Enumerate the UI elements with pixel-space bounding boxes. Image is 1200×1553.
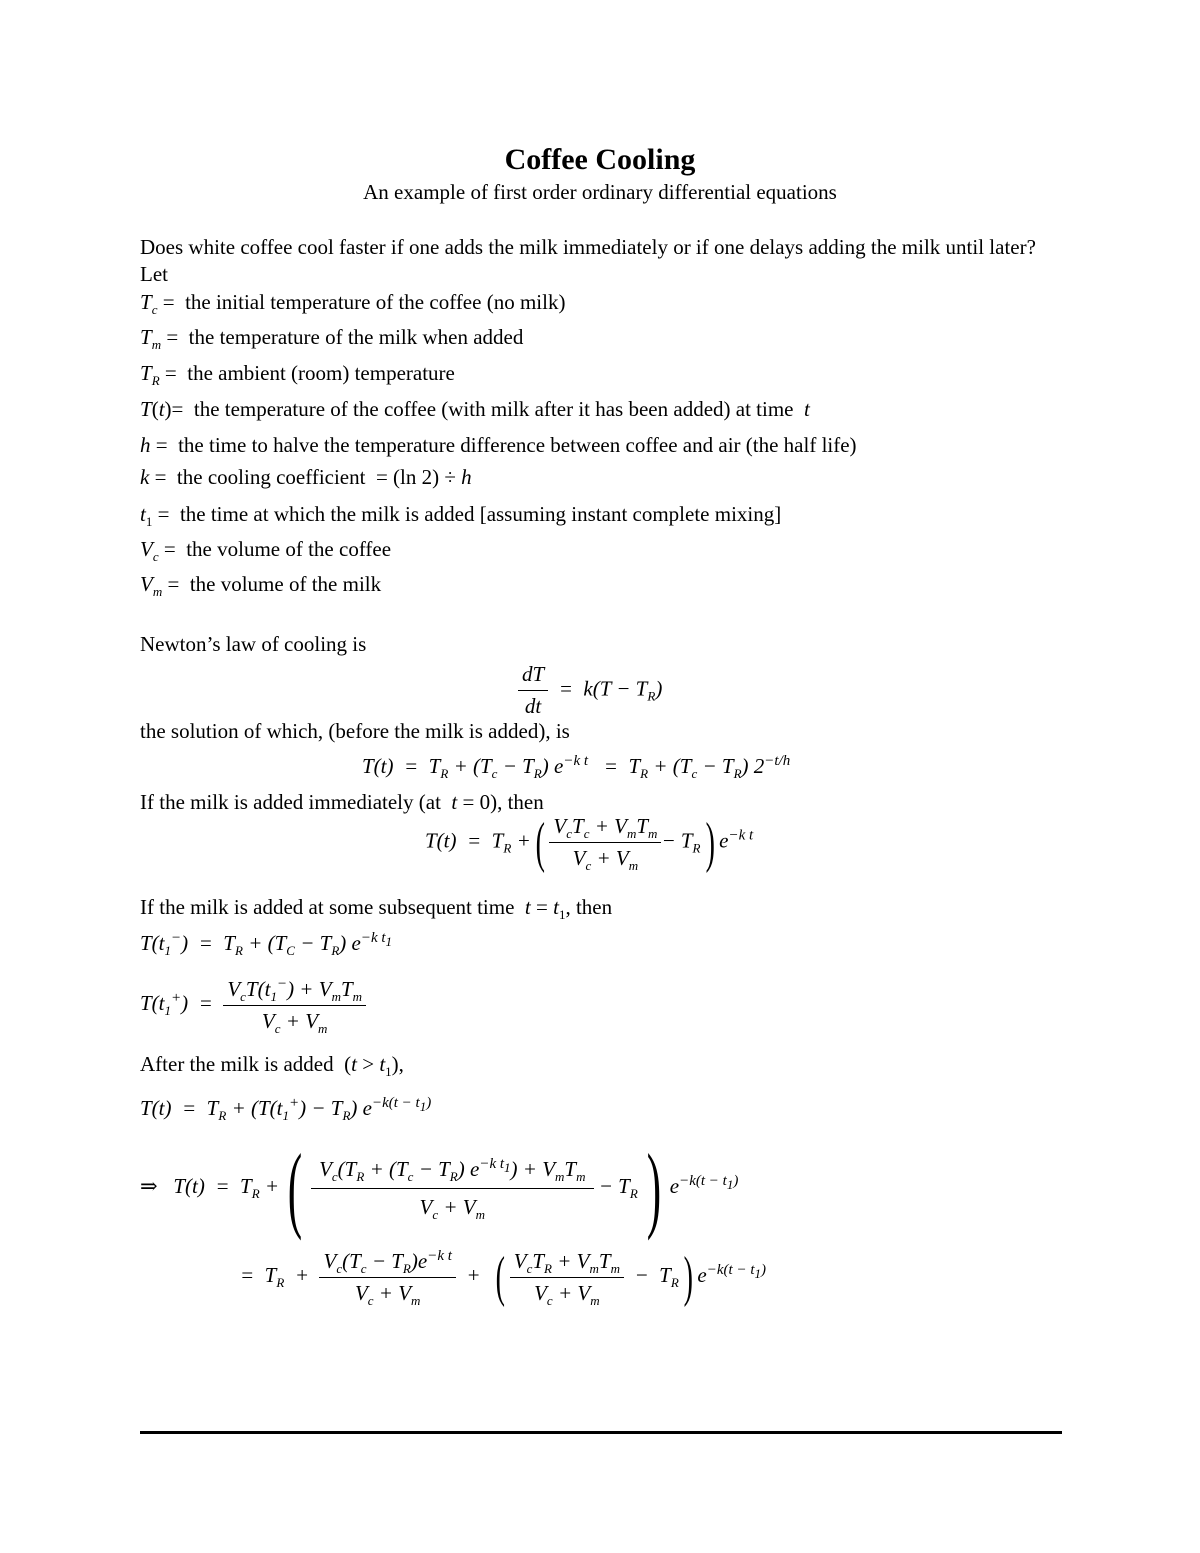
equation-t1-minus: $T(t_1^-) = T_R + (T_C - T_R)$ $e^{-k t_1}$: [140, 930, 393, 959]
immediate-text-pre: If the milk is added immediately (at: [140, 790, 441, 814]
solution-intro-text: the solution of which, (before the milk is added), is: [140, 719, 570, 743]
page-subtitle: An example of first order ordinary differential equations: [363, 180, 837, 204]
definition-k: k = the cooling coefficient = (ln 2) ÷ h: [140, 465, 472, 489]
after-text-post: ,: [398, 1052, 404, 1076]
equation-implies: ⇒ $T(t) = T_R$ +( $\frac{V_c(T_R + (T_c - T_R) e^{-k t_1}) + V_mT_m}{V_c + V_m}$ − $T_R$) $e^{-k(t - t_1)}$: [140, 1134, 739, 1241]
later-text-post: , then: [565, 895, 613, 919]
definition-Vm-text: the volume of the milk: [189, 572, 382, 596]
definition-Vm: $V_m$ = the volume of the milk: [140, 572, 382, 600]
immediate-text-post: ), then: [490, 790, 544, 814]
definition-t1: $t_1$ = the time at which the milk is added [assuming instant complete mixing]: [140, 502, 782, 530]
definition-TR-text: the ambient (room) temperature: [187, 361, 455, 385]
definition-Tt-text: the temperature of the coffee (with milk after it has been added) at time: [193, 397, 794, 421]
equation-solution: $T(t) = T_R + (T_c - T_R) e^{-k t} = T_R + (T_c - T_R)$ $2^{-t/h}$: [362, 753, 791, 782]
equation-final: = $T_R$ + $\frac{V_c(T_c - T_R)e^{-k t}}{V_c + V_m}$ + ( $\frac{V_cT_R + V_mT_m}{V_c + V_m}$ − $T_R$) $e^{-k(t - t_1)}$: [240, 1246, 766, 1309]
definition-Vc-text: the volume of the coffee: [186, 537, 392, 561]
definition-Tm: $T_m$ = the temperature of the milk when added: [140, 325, 524, 353]
definition-Tc-text: the initial temperature of the coffee (no milk): [185, 290, 566, 314]
definition-Tm-text: the temperature of the milk when added: [188, 325, 524, 349]
definition-Tc: $T_c$ = the initial temperature of the coffee (no milk): [140, 290, 566, 318]
definition-h: h = the time to halve the temperature difference between coffee and air (the half life): [140, 433, 857, 457]
intro-paragraph: Does white coffee cool faster if one adds the milk immediately or if one delays adding the milk until later? Let: [140, 235, 1036, 286]
definition-k-text: the cooling coefficient: [176, 465, 366, 489]
page-title: Coffee Cooling: [504, 143, 696, 176]
definition-Vc: $V_c$ = the volume of the coffee: [140, 537, 392, 565]
definition-TR: $T_R$ = the ambient (room) temperature: [140, 361, 455, 389]
equation-newton: $\frac{dT}{dt}$ = $k(T - T_R)$: [518, 662, 662, 719]
later-text: If the milk is added at some subsequent time $t = t_1$, then: [140, 895, 613, 923]
equation-t1-plus: $T(t_1^+)$ = $\frac{V_cT(t_1^-) + V_mT_m}{V_c + V_m}$: [140, 976, 366, 1034]
equation-after: $T(t) = T_R + (T(t_1^+) - T_R)$ $e^{-k(t - t_1)}$: [140, 1095, 432, 1124]
footer-rule: [140, 1431, 1062, 1434]
equation-immediate: $T(t) = T_R$ +( $\frac{V_cT_c + V_mT_m}{V_c + V_m}$ − $T_R$) $e^{-k t}$: [425, 811, 754, 874]
after-text: After the milk is added $(t > t_1)$,: [140, 1052, 404, 1080]
later-text-pre: If the milk is added at some subsequent time: [140, 895, 515, 919]
after-text-pre: After the milk is added: [140, 1052, 334, 1076]
definition-h-text: the time to halve the temperature difference between coffee and air (the half life): [178, 433, 857, 457]
definition-Tt: T(t)= the temperature of the coffee (with milk after it has been added) at time t: [140, 397, 810, 421]
newton-law-text: Newton’s law of cooling is: [140, 632, 367, 656]
immediate-text: If the milk is added immediately (at t = 0), then: [140, 790, 544, 814]
definition-t1-text: the time at which the milk is added [assuming instant complete mixing]: [179, 502, 782, 526]
